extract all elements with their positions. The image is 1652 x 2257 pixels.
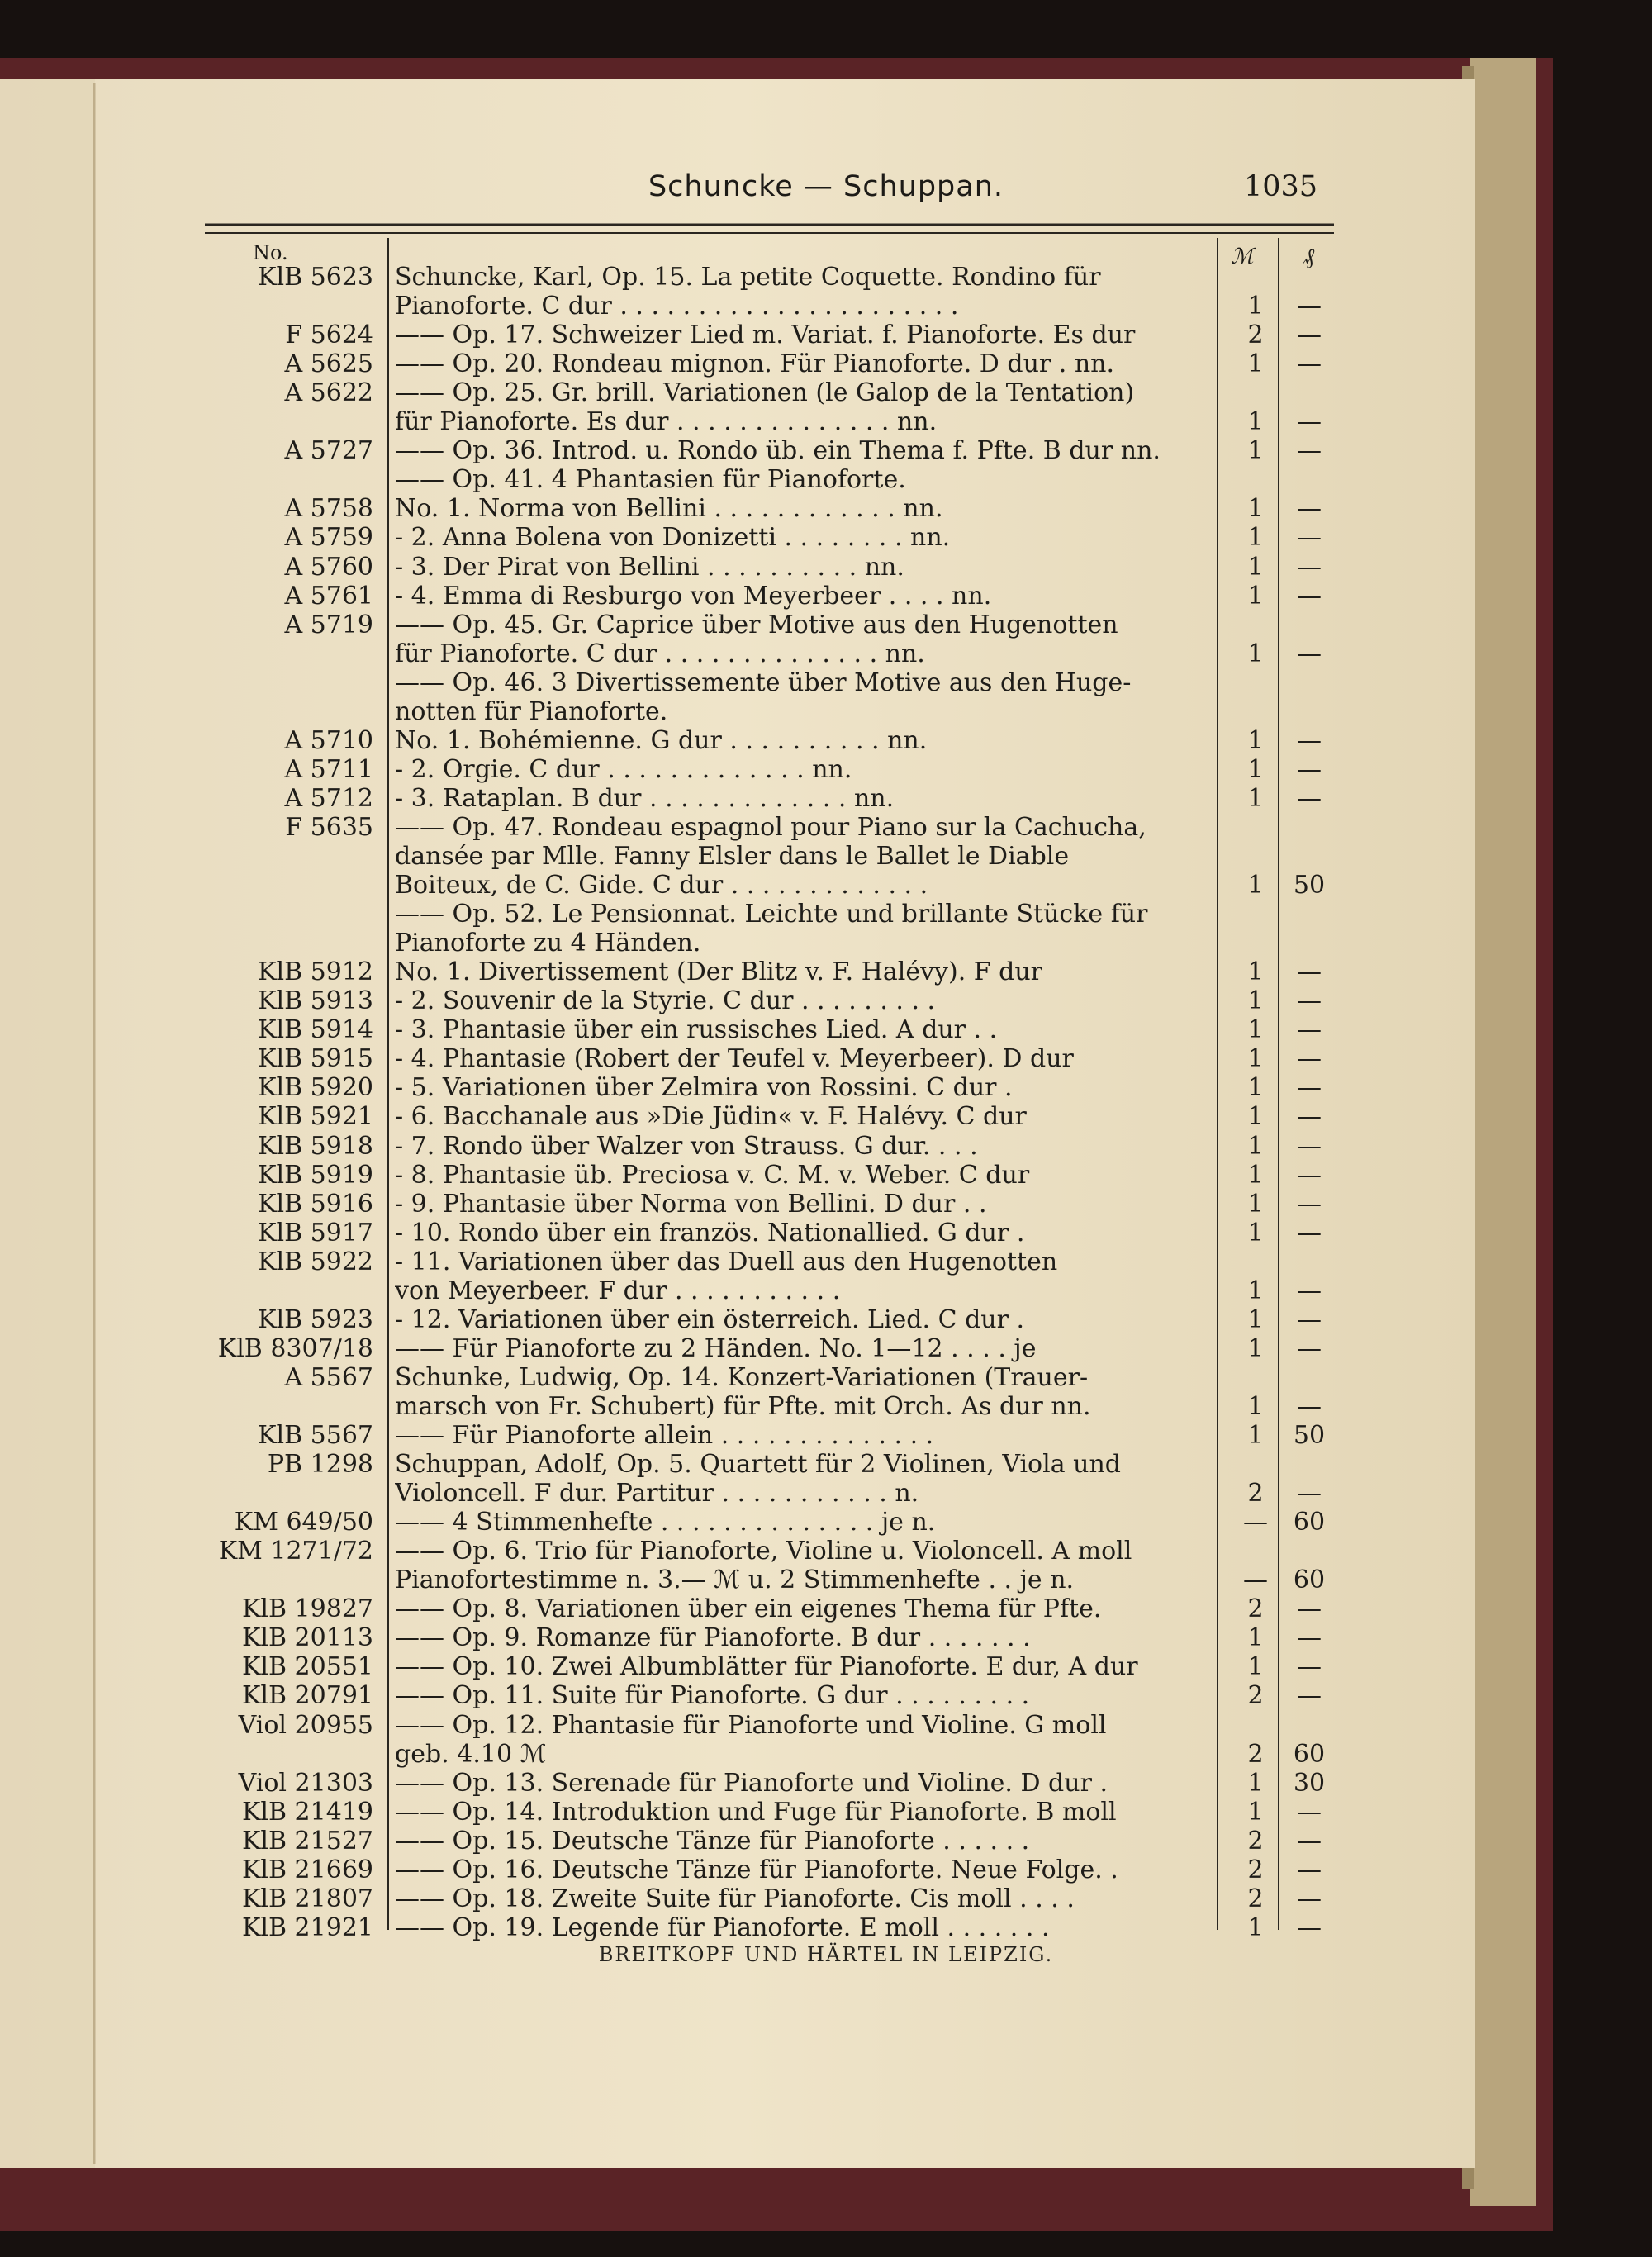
table-row — [0, 1073, 1652, 1102]
price-pfennig: — — [1297, 1189, 1322, 1219]
entry-description: No. 1. Bohémienne. G dur . . . . . . . . . . nn. — [395, 725, 928, 755]
price-mark: 1 — [1247, 407, 1264, 437]
price-mark: 1 — [1247, 1189, 1264, 1219]
price-pfennig: — — [1297, 436, 1322, 466]
table-row — [0, 1913, 1652, 1942]
price-mark: 1 — [1247, 1652, 1264, 1682]
entry-description: Schunke, Ludwig, Op. 14. Konzert-Variationen (Trauer- — [395, 1362, 1089, 1392]
catalog-number: KlB 5915 — [258, 1044, 373, 1074]
price-mark: 2 — [1247, 1855, 1264, 1884]
column-header-mark: ℳ — [1231, 245, 1254, 269]
table-row — [0, 1132, 1652, 1161]
catalog-number: A 5760 — [284, 552, 373, 582]
table-row — [0, 1450, 1652, 1479]
price-pfennig: 50 — [1293, 1421, 1326, 1450]
table-row — [0, 465, 1652, 494]
catalog-number: A 5712 — [284, 783, 373, 813]
table-row — [0, 1363, 1652, 1392]
table-row — [0, 1537, 1652, 1566]
table-row — [0, 1740, 1652, 1769]
entry-description: Pianofortestimme n. 3.— ℳ u. 2 Stimmenhefte . . je n. — [395, 1566, 1075, 1595]
entry-description: von Meyerbeer. F dur . . . . . . . . . . . — [395, 1276, 841, 1305]
entry-description: Boiteux, de C. Gide. C dur . . . . . . . . . . . . . — [395, 871, 928, 900]
price-mark: 1 — [1247, 1044, 1264, 1074]
catalog-number: KlB 5912 — [258, 957, 373, 987]
price-mark: 1 — [1247, 494, 1264, 524]
catalog-number: KlB 5567 — [258, 1421, 373, 1450]
price-mark: 1 — [1247, 581, 1264, 611]
table-row — [0, 321, 1652, 349]
price-pfennig: — — [1297, 1044, 1322, 1074]
price-mark: 2 — [1247, 1884, 1264, 1913]
price-pfennig: — — [1297, 1391, 1322, 1421]
catalog-number: A 5567 — [284, 1362, 373, 1392]
table-row — [0, 582, 1652, 611]
table-row — [0, 292, 1652, 321]
catalog-number: KlB 19827 — [241, 1594, 373, 1624]
entry-description: - 7. Rondo über Walzer von Strauss. G dur. . . . — [395, 1131, 978, 1161]
price-mark: 2 — [1247, 1594, 1264, 1624]
catalog-number: F 5624 — [285, 321, 373, 350]
price-mark: 1 — [1247, 1333, 1264, 1363]
entry-description: No. 1. Divertissement (Der Blitz v. F. Halévy). F dur — [395, 957, 1042, 987]
table-row — [0, 1161, 1652, 1190]
table-row — [0, 1711, 1652, 1740]
entry-description: —— Op. 8. Variationen über ein eigenes Thema für Pfte. — [395, 1594, 1102, 1624]
price-mark: 1 — [1247, 783, 1264, 813]
price-pfennig: — — [1297, 1479, 1322, 1509]
price-mark: 1 — [1247, 1015, 1264, 1045]
entry-description: No. 1. Norma von Bellini . . . . . . . . . . . . nn. — [395, 494, 943, 524]
table-row — [0, 611, 1652, 639]
catalog-number: A 5719 — [284, 610, 373, 639]
entry-description: —— Op. 13. Serenade für Pianoforte und Violine. D dur . — [395, 1768, 1108, 1798]
catalog-number: KlB 8307/18 — [217, 1333, 373, 1363]
entry-description: - 12. Variationen über ein österreich. Lied. C dur . — [395, 1304, 1025, 1334]
catalog-number: KlB 5923 — [258, 1304, 373, 1334]
column-header-pfennig: ₰ — [1303, 245, 1314, 269]
price-mark: 1 — [1247, 1623, 1264, 1653]
entry-description: geb. 4.10 ℳ — [395, 1739, 547, 1769]
catalog-number: KlB 5919 — [258, 1160, 373, 1190]
table-row — [0, 1594, 1652, 1623]
table-row — [0, 1623, 1652, 1652]
price-mark: 1 — [1247, 1160, 1264, 1190]
catalog-number: KlB 21527 — [241, 1826, 373, 1855]
price-pfennig: — — [1297, 1681, 1322, 1711]
price-mark: 1 — [1247, 957, 1264, 987]
catalog-number: KM 649/50 — [234, 1508, 373, 1537]
price-mark: 1 — [1247, 1131, 1264, 1161]
entry-description: marsch von Fr. Schubert) für Pfte. mit Orch. As dur nn. — [395, 1391, 1091, 1421]
publisher-footer: BREITKOPF UND HÄRTEL IN LEIPZIG. — [598, 1943, 1054, 1966]
entry-description: —— Op. 36. Introd. u. Rondo üb. ein Thema f. Pfte. B dur nn. — [395, 436, 1161, 466]
entry-description: - 11. Variationen über das Duell aus den Hugenotten — [395, 1247, 1058, 1276]
price-mark: 1 — [1247, 639, 1264, 668]
table-row — [0, 957, 1652, 986]
entry-description: —— Op. 9. Romanze für Pianoforte. B dur . . . . . . . — [395, 1623, 1031, 1653]
entry-description: —— Op. 12. Phantasie für Pianoforte und Violine. G moll — [395, 1710, 1107, 1740]
entry-description: - 5. Variationen über Zelmira von Rossini. C dur . — [395, 1073, 1013, 1103]
entry-description: - 3. Der Pirat von Bellini . . . . . . . . . . nn. — [395, 552, 904, 582]
table-row — [0, 1015, 1652, 1044]
table-row — [0, 1479, 1652, 1508]
table-row — [0, 523, 1652, 552]
price-mark: 1 — [1247, 725, 1264, 755]
table-row — [0, 668, 1652, 697]
price-pfennig: — — [1297, 1826, 1322, 1855]
price-mark: 1 — [1247, 986, 1264, 1016]
catalog-number: A 5759 — [284, 523, 373, 553]
table-row — [0, 986, 1652, 1015]
price-mark: 1 — [1247, 349, 1264, 379]
table-row — [0, 1508, 1652, 1537]
price-pfennig: — — [1297, 552, 1322, 582]
table-row — [0, 1884, 1652, 1913]
table-row — [0, 1102, 1652, 1131]
entry-description: Schuppan, Adolf, Op. 5. Quartett für 2 Violinen, Viola und — [395, 1450, 1121, 1480]
column-header-no: No. — [253, 241, 288, 264]
catalog-number: KlB 5920 — [258, 1073, 373, 1103]
catalog-number: A 5622 — [284, 378, 373, 408]
entry-description: —— Op. 52. Le Pensionnat. Leichte und brillante Stücke für — [395, 900, 1148, 929]
catalog-number: Viol 21303 — [238, 1768, 373, 1798]
entry-description: —— Op. 11. Suite für Pianoforte. G dur . . . . . . . . . — [395, 1681, 1030, 1711]
price-mark: 2 — [1247, 1739, 1264, 1769]
price-mark: 1 — [1247, 523, 1264, 553]
price-pfennig: — — [1297, 1131, 1322, 1161]
catalog-number: KlB 5921 — [258, 1102, 373, 1132]
table-row — [0, 1421, 1652, 1450]
entry-description: - 4. Phantasie (Robert der Teufel v. Meyerbeer). D dur — [395, 1044, 1074, 1074]
table-row — [0, 755, 1652, 784]
table-row — [0, 1247, 1652, 1276]
price-pfennig: — — [1297, 783, 1322, 813]
entry-description: —— Op. 15. Deutsche Tänze für Pianoforte . . . . . . — [395, 1826, 1030, 1855]
entry-description: —— Op. 25. Gr. brill. Variationen (le Galop de la Tentation) — [395, 378, 1135, 408]
entry-description: —— Op. 20. Rondeau mignon. Für Pianoforte. D dur . nn. — [395, 349, 1115, 379]
entry-description: Schuncke, Karl, Op. 15. La petite Coquette. Rondino für — [395, 263, 1101, 292]
price-pfennig: — — [1297, 321, 1322, 350]
entry-description: - 2. Anna Bolena von Donizetti . . . . . . . . nn. — [395, 523, 951, 553]
entry-description: für Pianoforte. C dur . . . . . . . . . . . . . . nn. — [395, 639, 925, 668]
table-row — [0, 726, 1652, 755]
price-mark: 1 — [1247, 292, 1264, 321]
catalog-number: KlB 21669 — [241, 1855, 373, 1884]
price-mark: 1 — [1247, 1797, 1264, 1827]
table-row — [0, 1769, 1652, 1798]
entry-description: - 3. Phantasie über ein russisches Lied. A dur . . — [395, 1015, 998, 1045]
price-mark: 1 — [1247, 1276, 1264, 1305]
price-pfennig: — — [1297, 1276, 1322, 1305]
price-pfennig: 60 — [1293, 1566, 1326, 1595]
table-row — [0, 263, 1652, 292]
catalog-number: KlB 20113 — [241, 1623, 373, 1653]
table-row — [0, 784, 1652, 813]
table-row — [0, 1798, 1652, 1827]
entry-description: Pianoforte zu 4 Händen. — [395, 929, 701, 958]
price-pfennig: — — [1297, 349, 1322, 379]
entry-description: —— Für Pianoforte allein . . . . . . . . . . . . . . — [395, 1421, 934, 1450]
entry-description: - 10. Rondo über ein französ. Nationallied. G dur . — [395, 1218, 1025, 1247]
catalog-number: A 5758 — [284, 494, 373, 524]
entry-description: —— Op. 46. 3 Divertissemente über Motive aus den Huge- — [395, 668, 1132, 697]
catalog-number: A 5625 — [284, 349, 373, 379]
catalog-number: A 5727 — [284, 436, 373, 466]
price-mark: 1 — [1247, 1391, 1264, 1421]
entry-description: —— Op. 10. Zwei Albumblätter für Pianoforte. E dur, A dur — [395, 1652, 1138, 1682]
price-pfennig: 30 — [1293, 1768, 1326, 1798]
catalog-number: KM 1271/72 — [218, 1537, 373, 1566]
entry-description: —— Op. 41. 4 Phantasien für Pianoforte. — [395, 465, 906, 495]
price-mark: 1 — [1247, 1073, 1264, 1103]
entry-description: - 2. Orgie. C dur . . . . . . . . . . . . . nn. — [395, 754, 852, 784]
table-row — [0, 349, 1652, 378]
catalog-number: A 5710 — [284, 725, 373, 755]
price-mark: 1 — [1247, 754, 1264, 784]
price-mark: 1 — [1247, 871, 1264, 900]
price-pfennig: — — [1297, 1652, 1322, 1682]
entry-description: - 2. Souvenir de la Styrie. C dur . . . . . . . . . — [395, 986, 936, 1016]
entry-description: —— Für Pianoforte zu 2 Händen. No. 1—12 . . . . je — [395, 1333, 1037, 1363]
price-pfennig: 50 — [1293, 871, 1326, 900]
price-pfennig: — — [1297, 292, 1322, 321]
price-mark: 1 — [1247, 552, 1264, 582]
entry-description: notten für Pianoforte. — [395, 696, 668, 726]
catalog-number: PB 1298 — [267, 1450, 373, 1480]
catalog-number: KlB 21419 — [241, 1797, 373, 1827]
price-pfennig: — — [1297, 407, 1322, 437]
price-pfennig: 60 — [1293, 1739, 1326, 1769]
price-pfennig: — — [1297, 1160, 1322, 1190]
table-row — [0, 1392, 1652, 1421]
entry-description: dansée par Mlle. Fanny Elsler dans le Ballet le Diable — [395, 842, 1070, 871]
table-row — [0, 1190, 1652, 1219]
price-mark: 2 — [1247, 1681, 1264, 1711]
price-mark: — — [1243, 1508, 1268, 1537]
page-number: 1035 — [1244, 170, 1318, 203]
table-row — [0, 1855, 1652, 1884]
price-pfennig: — — [1297, 1797, 1322, 1827]
entry-description: - 8. Phantasie üb. Preciosa v. C. M. v. Weber. C dur — [395, 1160, 1030, 1190]
entry-description: —— Op. 16. Deutsche Tänze für Pianoforte. Neue Folge. . — [395, 1855, 1118, 1884]
catalog-number: A 5761 — [284, 581, 373, 611]
table-row — [0, 1044, 1652, 1073]
table-row — [0, 813, 1652, 842]
table-row — [0, 697, 1652, 726]
table-row — [0, 639, 1652, 668]
price-pfennig: — — [1297, 581, 1322, 611]
catalog-number: KlB 5917 — [258, 1218, 373, 1247]
table-row — [0, 900, 1652, 929]
catalog-number: Viol 20955 — [238, 1710, 373, 1740]
price-pfennig: — — [1297, 754, 1322, 784]
entry-description: für Pianoforte. Es dur . . . . . . . . . . . . . . nn. — [395, 407, 938, 437]
entry-description: —— Op. 6. Trio für Pianoforte, Violine u. Violoncell. A moll — [395, 1537, 1132, 1566]
catalog-number: KlB 5913 — [258, 986, 373, 1016]
catalog-number: KlB 5916 — [258, 1189, 373, 1219]
price-pfennig: — — [1297, 1855, 1322, 1884]
catalog-number: KlB 5918 — [258, 1131, 373, 1161]
price-mark: 1 — [1247, 1768, 1264, 1798]
price-mark: 2 — [1247, 1479, 1264, 1509]
price-mark: 1 — [1247, 1421, 1264, 1450]
entry-description: —— 4 Stimmenhefte . . . . . . . . . . . . . . je n. — [395, 1508, 936, 1537]
catalog-number: KlB 5623 — [258, 263, 373, 292]
catalog-number: KlB 20791 — [241, 1681, 373, 1711]
catalog-number: F 5635 — [285, 812, 373, 842]
entry-description: - 3. Rataplan. B dur . . . . . . . . . . . . . nn. — [395, 783, 895, 813]
table-row — [0, 1219, 1652, 1247]
price-pfennig: — — [1297, 957, 1322, 987]
entry-description: Violoncell. F dur. Partitur . . . . . . . . . . . n. — [395, 1479, 919, 1509]
table-row — [0, 1652, 1652, 1681]
price-mark: — — [1243, 1566, 1268, 1595]
entry-description: - 4. Emma di Resburgo von Meyerbeer . . . . nn. — [395, 581, 992, 611]
price-pfennig: — — [1297, 1073, 1322, 1103]
table-row — [0, 929, 1652, 957]
catalog-number: A 5711 — [284, 754, 373, 784]
price-mark: 1 — [1247, 1102, 1264, 1132]
entry-description: —— Op. 14. Introduktion und Fuge für Pianoforte. B moll — [395, 1797, 1117, 1827]
table-row — [0, 1827, 1652, 1855]
price-mark: 1 — [1247, 1304, 1264, 1334]
entry-description: —— Op. 19. Legende für Pianoforte. E moll . . . . . . . — [395, 1913, 1050, 1942]
catalog-number: KlB 5914 — [258, 1015, 373, 1045]
table-row — [0, 494, 1652, 523]
price-mark: 1 — [1247, 1218, 1264, 1247]
table-row — [0, 871, 1652, 900]
catalog-number: KlB 5922 — [258, 1247, 373, 1276]
price-mark: 1 — [1247, 436, 1264, 466]
table-row — [0, 407, 1652, 436]
table-row — [0, 1566, 1652, 1594]
price-pfennig: — — [1297, 494, 1322, 524]
price-mark: 1 — [1247, 1913, 1264, 1942]
price-pfennig: — — [1297, 1102, 1322, 1132]
table-row — [0, 842, 1652, 871]
price-mark: 2 — [1247, 1826, 1264, 1855]
entry-description: Pianoforte. C dur . . . . . . . . . . . . . . . . . . . . . . — [395, 292, 959, 321]
entry-description: —— Op. 47. Rondeau espagnol pour Piano sur la Cachucha, — [395, 812, 1146, 842]
entry-description: —— Op. 45. Gr. Caprice über Motive aus den Hugenotten — [395, 610, 1118, 639]
price-pfennig: — — [1297, 523, 1322, 553]
price-pfennig: — — [1297, 1594, 1322, 1624]
page-title: Schuncke — Schuppan. — [648, 170, 1004, 203]
table-row — [0, 1276, 1652, 1305]
table-row — [0, 378, 1652, 407]
entry-description: —— Op. 17. Schweizer Lied m. Variat. f. Pianoforte. Es dur — [395, 321, 1136, 350]
price-pfennig: — — [1297, 1304, 1322, 1334]
price-pfennig: — — [1297, 1623, 1322, 1653]
price-pfennig: — — [1297, 1218, 1322, 1247]
table-row — [0, 1305, 1652, 1334]
price-pfennig: — — [1297, 1884, 1322, 1913]
table-row — [0, 436, 1652, 465]
entry-description: - 6. Bacchanale aus »Die Jüdin« v. F. Halévy. C dur — [395, 1102, 1027, 1132]
entry-description: - 9. Phantasie über Norma von Bellini. D dur . . — [395, 1189, 987, 1219]
entry-description: —— Op. 18. Zweite Suite für Pianoforte. Cis moll . . . . — [395, 1884, 1075, 1913]
price-mark: 2 — [1247, 321, 1264, 350]
price-pfennig: — — [1297, 725, 1322, 755]
price-pfennig: 60 — [1293, 1508, 1326, 1537]
catalog-number: KlB 21921 — [241, 1913, 373, 1942]
price-pfennig: — — [1297, 986, 1322, 1016]
price-pfennig: — — [1297, 1015, 1322, 1045]
price-pfennig: — — [1297, 1333, 1322, 1363]
price-pfennig: — — [1297, 1913, 1322, 1942]
table-row — [0, 1681, 1652, 1710]
price-pfennig: — — [1297, 639, 1322, 668]
catalog-number: KlB 21807 — [241, 1884, 373, 1913]
table-row — [0, 553, 1652, 582]
catalog-number: KlB 20551 — [241, 1652, 373, 1682]
table-row — [0, 1334, 1652, 1363]
